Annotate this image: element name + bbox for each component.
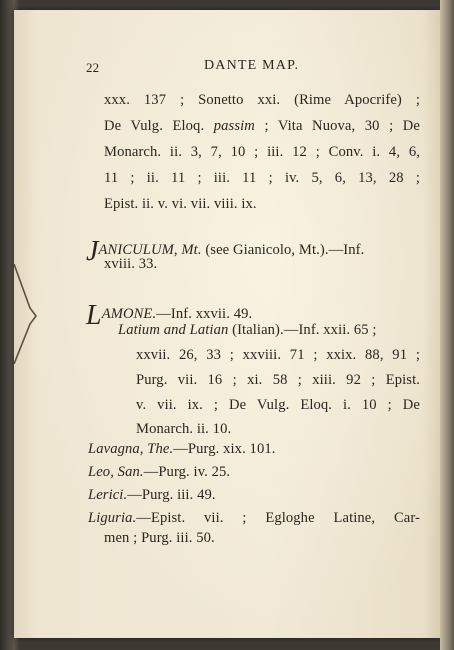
entry-lavagna [88, 441, 276, 458]
entry-headword: Latium and Latian [118, 322, 229, 338]
text-span-italic: passim [213, 118, 255, 134]
entry-text: —Purg. xix. 101. [173, 441, 276, 457]
text-line: Epist. ii. v. vi. vii. viii. ix. [104, 196, 257, 212]
entry-text: —Purg. iii. 49. [127, 487, 216, 503]
text-line: Monarch. ii. 10. [136, 421, 232, 437]
entry-leo [88, 464, 230, 481]
drop-initial: J [86, 236, 99, 267]
text-line: Monarch. ii. 3, 7, 10 ; iii. 12 ; Conv. i. 4, 6, [104, 144, 420, 160]
entry-headword: Lavagna, The. [88, 441, 174, 457]
page-edge [440, 0, 454, 650]
entry-text: —Purg. iv. 25. [143, 464, 231, 480]
entry-text: —Inf. xxvii. 49. [156, 306, 253, 322]
text-span: De Vulg. Eloq. [104, 118, 214, 134]
text-span: ; Vita Nuova, 30 ; De [254, 118, 420, 134]
text-line [104, 118, 420, 135]
text-line: Purg. vii. 16 ; xi. 58 ; xiii. 92 ; Epist. [136, 372, 420, 388]
text-line: xxx. 137 ; Sonetto xxi. (Rime Apocrife) ; [104, 92, 420, 108]
entry-lerici [88, 487, 216, 504]
entry-liguria [88, 510, 420, 527]
text-line: v. vii. ix. ; De Vulg. Eloq. i. 10 ; De [136, 397, 420, 413]
sub-entry-latium [118, 322, 377, 339]
text-line: 11 ; ii. 11 ; iii. 11 ; iv. 5, 6, 13, 28 ; [104, 170, 420, 186]
text-line: men ; Purg. iii. 50. [104, 530, 215, 546]
entry-headword: ANICULUM, Mt. [98, 242, 202, 258]
entry-text: (Italian).—Inf. xxii. 65 ; [228, 322, 377, 338]
text-line: xviii. 33. [104, 256, 158, 272]
entry-headword: Leo, San. [88, 464, 144, 480]
entry-headword: AMONE. [101, 306, 157, 322]
running-title: DANTE MAP. [204, 58, 300, 73]
drop-initial: L [86, 300, 102, 331]
entry-headword: Lerici. [88, 487, 128, 503]
entry-headword: Liguria. [88, 510, 137, 526]
entry-text: —Epist. vii. ; Egloghe Latine, Car- [136, 510, 420, 526]
entry-text: (see Gianicolo, Mt.).—Inf. [201, 242, 365, 258]
page-fold-mark [14, 264, 40, 364]
page-number: 22 [86, 60, 100, 75]
text-line: xxvii. 26, 33 ; xxviii. 71 ; xxix. 88, 91 ; [136, 347, 420, 363]
